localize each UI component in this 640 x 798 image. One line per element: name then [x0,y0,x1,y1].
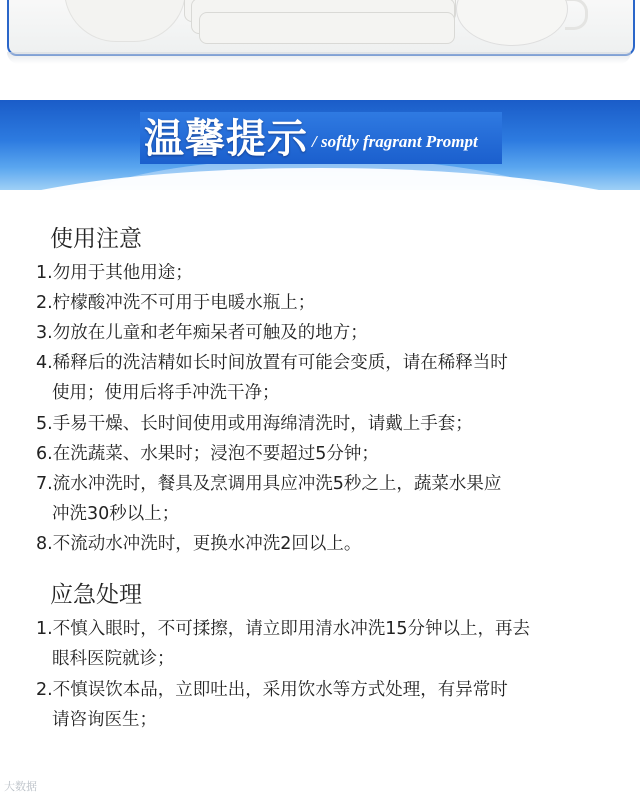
section-title-usage: 使用注意 [50,226,142,252]
banner-wave [0,168,640,190]
usage-line: 1.勿用于其他用途； [36,263,193,283]
photo-shadow [7,52,631,64]
usage-line: 4.稀释后的洗洁精如长时间放置有可能会变质，请在稀释当时 [36,353,508,373]
watermark: 大数据 [4,780,37,793]
usage-line: 使用；使用后将手冲洗干净； [52,383,280,403]
usage-line: 8.不流动水冲洗时，更换水冲洗2回以上。 [36,534,362,554]
banner-title [144,116,478,162]
emergency-line: 1.不慎入眼时，不可揉擦，请立即用清水冲洗15分钟以上，再去 [36,619,530,639]
usage-line: 7.流水冲洗时，餐具及烹调用具应冲洗5秒之上，蔬菜水果应 [36,474,502,494]
usage-line: 6.在洗蔬菜、水果时；浸泡不要超过5分钟； [36,444,379,464]
cup-handle-image [565,0,588,30]
section-title-emergency: 应急处理 [50,582,142,608]
usage-line: 5.手易干燥、长时间使用或用海绵清洗时，请戴上手套； [36,414,473,434]
banner-title-en: / softly fragrant Prompt [312,132,478,151]
emergency-line: 2.不慎误饮本品，立即吐出，采用饮水等方式处理，有异常时 [36,680,508,700]
emergency-line: 眼科医院就诊； [52,649,175,669]
banner-title-zh: 温馨提示 [144,115,308,162]
plate-image [199,12,455,44]
usage-line: 3.勿放在儿童和老年痴呆者可触及的地方； [36,323,368,343]
teapot-image [64,0,186,42]
usage-line: 2.柠檬酸冲洗不可用于电暖水瓶上； [36,293,316,313]
usage-line: 冲洗30秒以上； [52,504,180,524]
product-photo [7,0,635,56]
emergency-line: 请咨询医生； [52,710,157,730]
cup-image [456,0,568,46]
